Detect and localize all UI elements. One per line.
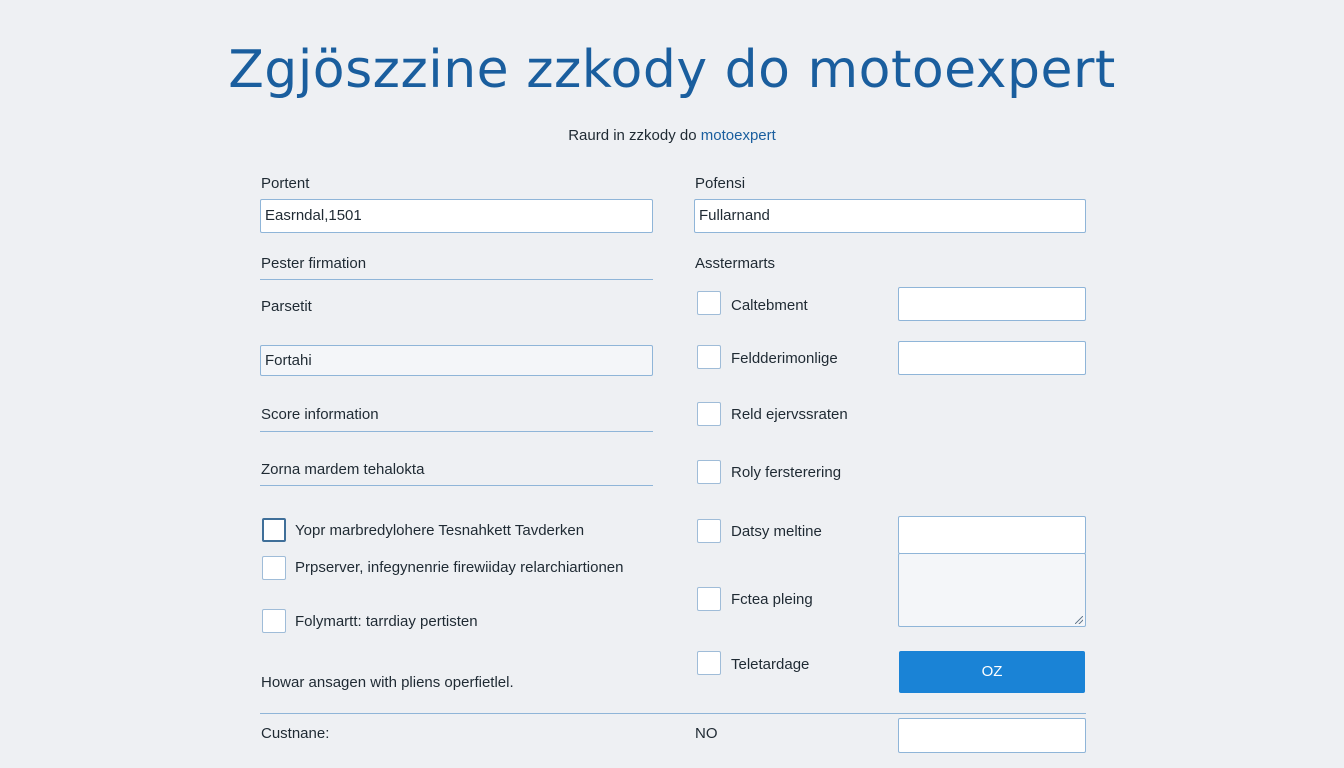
left-checkbox-3-label: Folymartt: tarrdiay pertisten xyxy=(295,613,478,630)
page-subtitle xyxy=(0,127,1344,144)
left-field1-label: Portent xyxy=(261,175,310,192)
right-checkbox-1[interactable] xyxy=(697,291,721,315)
subtitle-text: Raurd in zzkody do xyxy=(568,127,701,144)
left-checkbox-3[interactable] xyxy=(262,609,286,633)
left-footer-note: Howar ansagen with pliens operfietlel. xyxy=(261,674,514,691)
right-checkbox-1-label: Caltebment xyxy=(731,297,808,314)
right-textarea[interactable] xyxy=(898,553,1086,627)
left-checkbox-1[interactable] xyxy=(262,518,286,542)
right-checkbox-6[interactable] xyxy=(697,587,721,611)
right-checkbox-7-label: Teletardage xyxy=(731,656,810,673)
right-checkbox-3-label: Reld ejervssraten xyxy=(731,406,848,423)
left-section3-label: Zorna mardem tehalokta xyxy=(261,461,425,478)
right-section-label: Asstermarts xyxy=(695,255,776,272)
right-field1-label: Pofensi xyxy=(695,175,746,192)
resize-grip-icon[interactable] xyxy=(1075,616,1083,624)
left-checkbox-1-label: Yopr marbredylohere Tesnahkett Tavderken xyxy=(295,522,585,539)
left-field2-label: Parsetit xyxy=(261,298,312,315)
footer-divider xyxy=(260,713,1086,714)
right-field1-input[interactable]: Fullarnand xyxy=(694,199,1086,233)
right-input-3[interactable] xyxy=(898,516,1086,554)
left-field2-input[interactable]: Fortahi xyxy=(260,345,653,376)
subtitle-accent: motoexpert xyxy=(700,127,776,144)
right-checkbox-6-label: Fctea pleing xyxy=(731,591,813,608)
footer-right-label: NO xyxy=(695,725,718,742)
right-checkbox-3[interactable] xyxy=(697,402,721,426)
left-section3-divider xyxy=(260,485,653,486)
right-checkbox-5-label: Datsy meltine xyxy=(731,523,822,540)
right-checkbox-4[interactable] xyxy=(697,460,721,484)
left-section2-divider xyxy=(260,431,653,432)
footer-input[interactable] xyxy=(898,718,1086,753)
left-field1-input[interactable]: Easrndal,1501 xyxy=(260,199,653,233)
right-checkbox-5[interactable] xyxy=(697,519,721,543)
page-title: Zgjöszzine zzkody do motoexpert xyxy=(228,40,1116,100)
submit-button[interactable]: OZ xyxy=(899,651,1085,693)
left-section2-label: Score information xyxy=(261,406,379,423)
left-section1-label: Pester firmation xyxy=(261,255,367,272)
footer-left-label: Custnane: xyxy=(261,725,330,742)
right-checkbox-2[interactable] xyxy=(697,345,721,369)
right-checkbox-7[interactable] xyxy=(697,651,721,675)
right-input-1[interactable] xyxy=(898,287,1086,321)
right-checkbox-2-label: Feldderimonlige xyxy=(731,350,838,367)
left-checkbox-2[interactable] xyxy=(262,556,286,580)
left-checkbox-2-label: Prpserver, infegynenrie firewiiday relarchiartionen xyxy=(295,559,624,576)
left-section1-divider xyxy=(260,279,653,280)
right-input-2[interactable] xyxy=(898,341,1086,375)
right-checkbox-4-label: Roly fersterering xyxy=(731,464,842,481)
